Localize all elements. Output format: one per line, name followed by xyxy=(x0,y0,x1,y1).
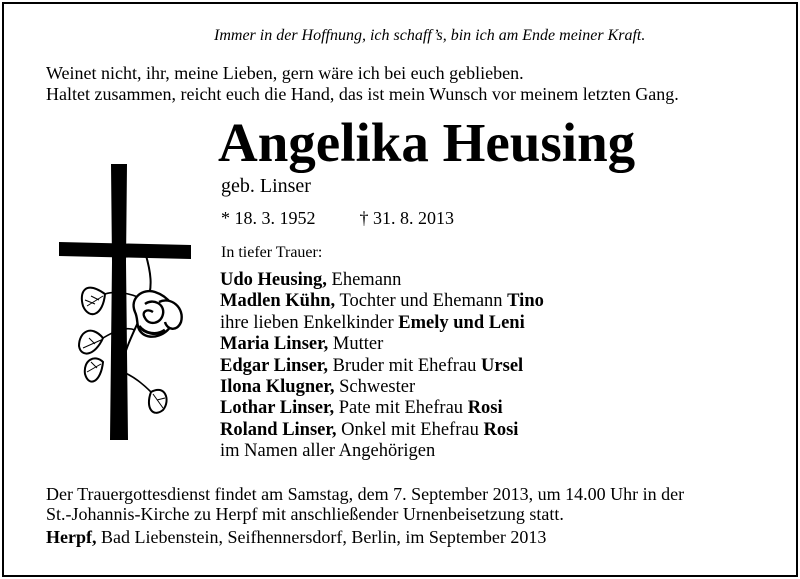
mourner-relation: im Namen aller Angehörigen xyxy=(220,441,436,462)
mourner-name: Roland Linser, xyxy=(220,419,337,440)
mourner-relation: Pate mit Ehefrau xyxy=(334,398,468,419)
poem-line: Weinet nicht, ihr, meine Lieben, gern wäre ich bei euch geblieben. xyxy=(46,63,524,83)
poem-line: Haltet zusammen, reicht euch die Hand, das ist mein Wunsch vor meinem letzten Gang. xyxy=(46,84,679,104)
mourner-line xyxy=(220,420,544,441)
mourner-relation: Onkel mit Ehefrau xyxy=(336,419,484,440)
birth-date: * 18. 3. 1952 xyxy=(221,208,316,228)
mourner-name: Emely und Leni xyxy=(398,312,525,333)
motto: Immer in der Hoffnung, ich schaff’s, bin ich am Ende meiner Kraft. xyxy=(214,27,646,44)
mourner-relation: Ehemann xyxy=(326,270,402,290)
service-info xyxy=(46,484,684,524)
poem xyxy=(46,63,679,105)
service-line: Der Trauergottesdienst findet am Samstag, dem 7. September 2013, um 14.00 Uhr in der xyxy=(46,484,685,504)
deceased-name: Angelika Heusing xyxy=(218,112,636,173)
mourner-line xyxy=(220,398,544,419)
mourner-relation: Tochter und Ehemann xyxy=(335,291,508,312)
cross-with-rose-icon xyxy=(55,162,195,444)
mourner-partner: Rosi xyxy=(467,398,503,419)
place-town: Herpf, xyxy=(46,527,97,547)
mourner-line xyxy=(220,377,544,398)
mourning-label: In tiefer Trauer: xyxy=(221,244,323,261)
death-date: † 31. 8. 2013 xyxy=(359,208,454,228)
place-rest: Bad Liebenstein, Seifhennersdorf, Berlin, im September 2013 xyxy=(96,527,547,547)
mourner-name: Ilona Klugner, xyxy=(220,377,335,398)
life-dates xyxy=(221,208,454,229)
mourner-relation: Bruder mit Ehefrau xyxy=(327,355,482,376)
mourner-relation: Schwester xyxy=(334,377,416,398)
mourner-line xyxy=(220,313,544,334)
mourner-partner: Tino xyxy=(507,291,544,312)
mourner-partner: Ursel xyxy=(481,355,524,376)
mourner-relation: Mutter xyxy=(328,334,384,355)
mourner-line xyxy=(220,291,544,312)
mourner-line xyxy=(220,270,544,291)
mourner-name: Madlen Kühn, xyxy=(220,291,336,312)
mourner-partner: Rosi xyxy=(483,419,519,440)
mourner-name: Lothar Linser, xyxy=(220,398,335,419)
mourner-name: Edgar Linser, xyxy=(220,355,328,376)
mourner-line xyxy=(220,356,544,377)
mourner-line xyxy=(220,334,544,355)
mourner-relation: ihre lieben Enkelkinder xyxy=(220,312,399,333)
mourner-line xyxy=(220,441,544,462)
maiden-name: geb. Linser xyxy=(221,175,311,197)
place-and-date xyxy=(46,527,546,548)
mourner-name: Maria Linser, xyxy=(220,334,329,355)
mourners-list xyxy=(220,270,544,463)
service-line: St.-Johannis-Kirche zu Herpf mit anschließender Urnenbeisetzung statt. xyxy=(46,504,564,524)
mourner-name: Udo Heusing, xyxy=(220,270,327,290)
